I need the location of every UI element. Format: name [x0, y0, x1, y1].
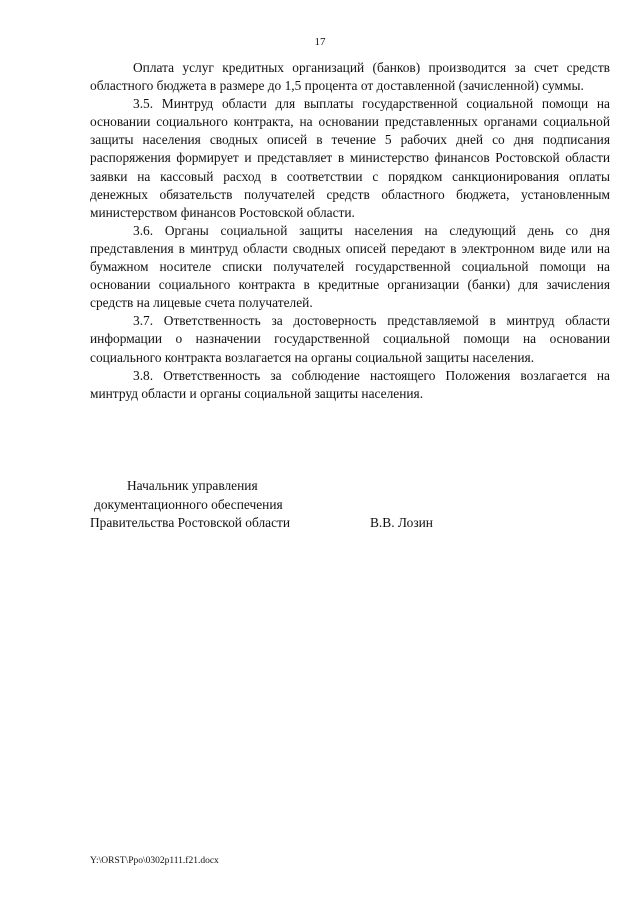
paragraph-3-6: 3.6. Органы социальной защиты населения на следующий день со дня представления в минтруд области сводных описей передают в электронном виде или на бумажном носителе списки получателей государственной социальной помощи на основании социального контракта в кредитные организации (банки) для зачисления средств на лицевые счета получателей.	[90, 222, 610, 311]
paragraph-3-5: 3.5. Минтруд области для выплаты государственной социальной помощи на основании социального контракта, на основании представленных органами социальной защиты населения сводных описей в течение 5 рабочих дней со дня подписания распоряжения формирует и представляет в министерство финансов Ростовской области заявки на кассовый расход в соответствии с порядком санкционирования оплаты денежных обязательств получателей средств областного бюджета, установленным министерством финансов Ростовской области.	[90, 96, 610, 220]
signatory-title-line1: Начальник управления	[127, 478, 258, 493]
paragraph-3-7: 3.7. Ответственность за достоверность представляемой в минтруд области информации о назначении государственной социальной помощи на основании социального контракта возлагается на органы социальной защиты населения.	[90, 313, 610, 365]
page-number: 17	[314, 36, 326, 48]
signature-block	[90, 477, 610, 533]
signatory-title-line2: документационного обеспечения	[94, 496, 283, 512]
paragraph-payment: Оплата услуг кредитных организаций (банков) производится за счет средств областного бюджета в размере до 1,5 процента от доставленной (зачисленной) суммы.	[90, 60, 610, 94]
paragraph-3-8: 3.8. Ответственность за соблюдение настоящего Положения возлагается на минтруд области и органы социальной защиты населения.	[90, 367, 610, 401]
signatory-name: В.В. Лозин	[370, 515, 433, 530]
footer-file-path: Y:\ORST\Ppo\0302p111.f21.docx	[90, 856, 219, 866]
signatory-organization: Правительства Ростовской области	[90, 515, 291, 530]
document-body	[90, 59, 610, 403]
signatory-title-line3-row	[90, 514, 610, 533]
